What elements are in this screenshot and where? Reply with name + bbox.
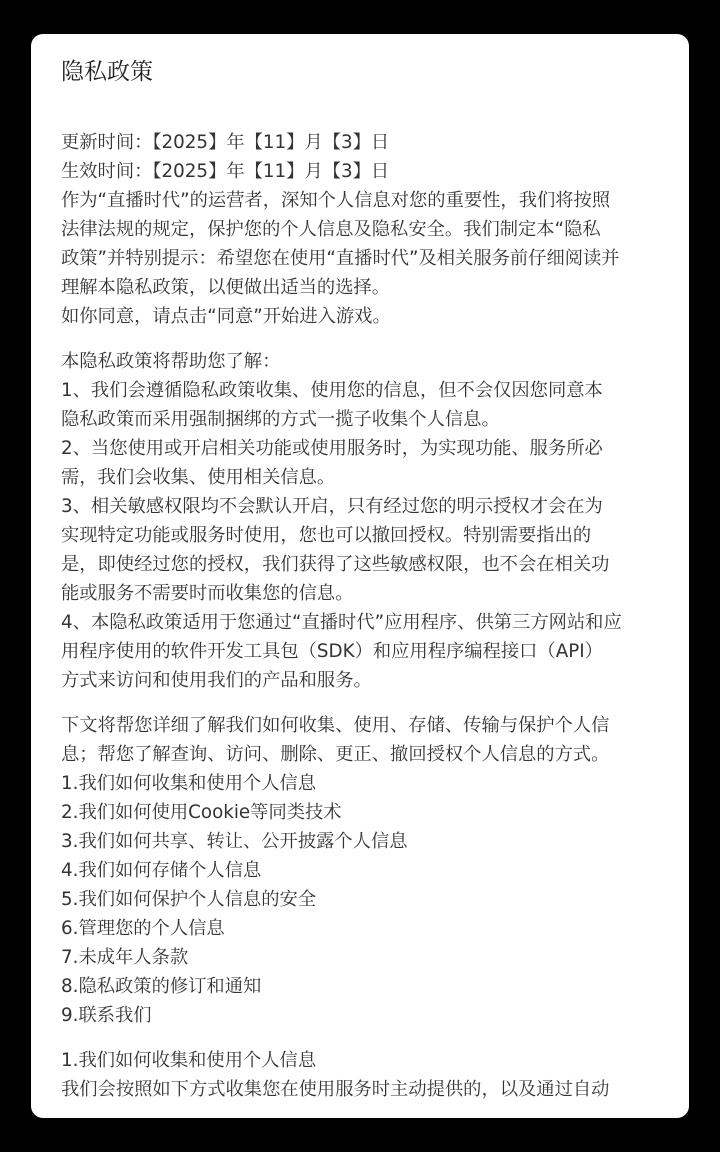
policy-text-line: 1.我们如何收集和使用个人信息 <box>61 1050 317 1071</box>
paragraph-gap <box>61 331 665 347</box>
paragraph-gap <box>61 695 665 711</box>
privacy-policy-dialog <box>31 34 689 1118</box>
policy-text-line: 3.我们如何共享、转让、公开披露个人信息 <box>61 831 408 852</box>
policy-text-line: 2.我们如何使用Cookie等同类技术 <box>61 802 342 823</box>
paragraph-gap <box>61 1030 665 1046</box>
policy-text-line: 需，我们会收集、使用相关信息。 <box>61 467 336 488</box>
policy-text-line: 更新时间：【2025】年【11】月【3】日 <box>61 132 390 153</box>
policy-text-line: 法律法规的规定，保护您的个人信息及隐私安全。我们制定本“隐私 <box>61 219 601 240</box>
policy-text-line: 5.我们如何保护个人信息的安全 <box>61 889 317 910</box>
policy-text-line: 本隐私政策将帮助您了解： <box>61 351 281 372</box>
policy-text-line: 作为“直播时代”的运营者，深知个人信息对您的重要性，我们将按照 <box>61 190 611 211</box>
policy-text-line: 息；帮您了解查询、访问、删除、更正、撤回授权个人信息的方式。 <box>61 744 610 765</box>
policy-text-line: 4.我们如何存储个人信息 <box>61 860 262 881</box>
policy-text-line: 下文将帮您详细了解我们如何收集、使用、存储、传输与保护个人信 <box>61 715 610 736</box>
policy-text-line: 方式来访问和使用我们的产品和服务。 <box>61 670 372 691</box>
policy-text-line: 2、当您使用或开启相关功能或使用服务时，为实现功能、服务所必 <box>61 438 603 459</box>
policy-text-line: 4、本隐私政策适用于您通过“直播时代”应用程序、供第三方网站和应 <box>61 612 622 633</box>
policy-text-line: 8.隐私政策的修订和通知 <box>61 976 262 997</box>
policy-text-line: 能或服务不需要时而收集您的信息。 <box>61 583 354 604</box>
policy-text-line: 1.我们如何收集和使用个人信息 <box>61 773 317 794</box>
policy-text-line: 3、相关敏感权限均不会默认开启，只有经过您的明示授权才会在为 <box>61 496 603 517</box>
policy-text-line: 理解本隐私政策，以便做出适当的选择。 <box>61 277 391 298</box>
policy-text-line: 实现特定功能或服务时使用，您也可以撤回授权。特别需要指出的 <box>61 525 592 546</box>
policy-text-line: 隐私政策而采用强制捆绑的方式一揽子收集个人信息。 <box>61 409 500 430</box>
policy-text-line: 用程序使用的软件开发工具包（SDK）和应用程序编程接口（API） <box>61 641 603 662</box>
policy-text-line: 9.联系我们 <box>61 1005 152 1026</box>
policy-text-line: 政策”并特别提示：希望您在使用“直播时代”及相关服务前仔细阅读并 <box>61 248 620 269</box>
policy-text-line: 7.未成年人条款 <box>61 947 189 968</box>
policy-text-line: 生效时间：【2025】年【11】月【3】日 <box>61 161 390 182</box>
policy-text-line: 是，即使经过您的授权，我们获得了这些敏感权限，也不会在相关功 <box>61 554 610 575</box>
policy-text-line: 1、我们会遵循隐私政策收集、使用您的信息，但不会仅因您同意本 <box>61 380 603 401</box>
dialog-title: 隐私政策 <box>61 59 153 85</box>
policy-text-line: 如你同意，请点击“同意”开始进入游戏。 <box>61 306 391 327</box>
policy-text-line: 我们会按照如下方式收集您在使用服务时主动提供的，以及通过自动 <box>61 1079 610 1100</box>
policy-text-line: 6.管理您的个人信息 <box>61 918 225 939</box>
policy-scroll-area[interactable] <box>61 128 665 1118</box>
